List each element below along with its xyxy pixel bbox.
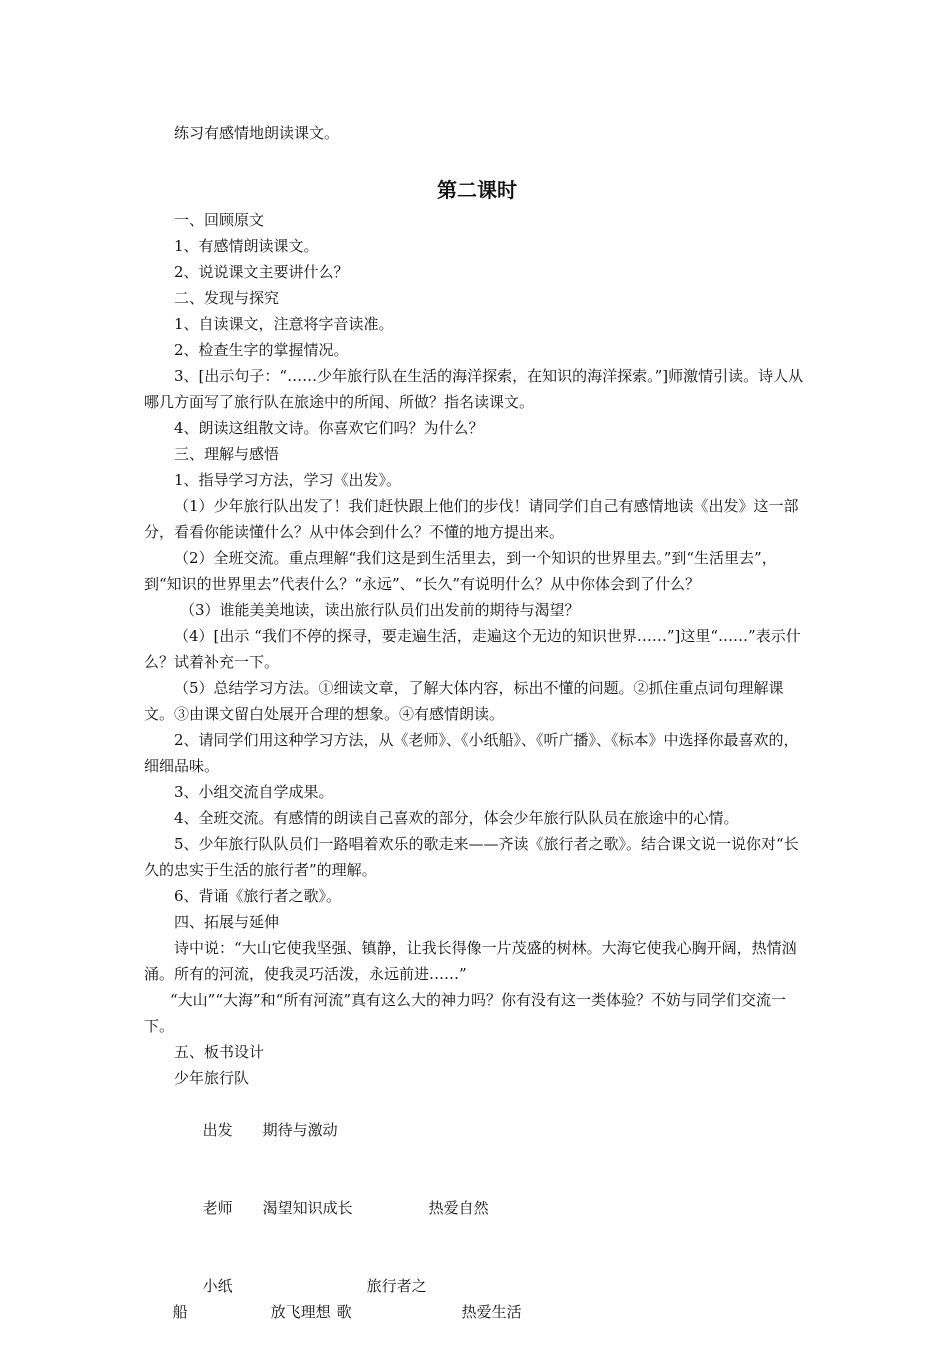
board-row-3 — [144, 1247, 810, 1351]
paragraph: 2、检查生字的掌握情况。 — [174, 341, 349, 359]
paragraph: 6、背诵《旅行者之歌》。 — [174, 887, 342, 905]
paragraph: 5、少年旅行队队员们一路唱着欢乐的歌走来——齐读《旅行者之歌》。结合课文说一说你对“长久的忠实于生活的旅行者”的理解。 — [144, 835, 799, 879]
heading-5: 五、板书设计 — [174, 1043, 265, 1061]
board-title: 少年旅行队 — [174, 1069, 250, 1087]
board-cell: 出发 — [202, 1121, 233, 1139]
board-cell: 放飞理想 — [270, 1303, 331, 1321]
paragraph: （2）全班交流。重点理解“我们这是到生活里去，到一个知识的世界里去。”到“生活里去”，到“知识的世界里去”代表什么？“永远”、“长久”有说明什么？从中你体会到了什么？ — [144, 549, 777, 593]
paragraph: （4）[出示 “我们不停的探寻，要走遍生活，走遍这个无边的知识世界……”]这里“……”表示什么？试着补充一下。 — [144, 627, 801, 671]
board-cell: 渴望知识成长 — [262, 1199, 353, 1217]
board-cell: 热爱生活 — [461, 1303, 522, 1321]
heading-2: 二、发现与探究 — [174, 289, 280, 307]
section-title: 第二课时 — [437, 178, 517, 202]
body-text — [144, 207, 810, 1351]
heading-3: 三、理解与感悟 — [174, 445, 280, 463]
paragraph: “大山”“大海”和“所有河流”真有这么大的神力吗？你有没有这一类体验？不妨与同学们交流一下。 — [144, 991, 787, 1035]
paragraph: 4、朗读这组散文诗。你喜欢它们吗？为什么？ — [174, 419, 484, 437]
paragraph: 1、指导学习方法，学习《出发》。 — [174, 471, 402, 489]
paragraph: 2、请同学们用这种学习方法，从《老师》、《小纸船》、《听广播》、《标本》中选择你最喜欢的，细细品味。 — [144, 731, 799, 775]
intro-line: 练习有感情地朗读课文。 — [174, 124, 340, 142]
heading-4: 四、拓展与延伸 — [174, 913, 280, 931]
paragraph: 诗中说：“大山它使我坚强、镇静，让我长得像一片茂盛的树林。大海它使我心胸开阔，热情汹涌。所有的河流，使我灵巧活泼，永远前进……” — [144, 939, 797, 983]
board-cell: 旅行者之歌 — [336, 1277, 427, 1321]
board-cell: 老师 — [202, 1199, 233, 1217]
paragraph: 4、全班交流。有感情的朗读自己喜欢的部分，体会少年旅行队队员在旅途中的心情。 — [174, 809, 739, 827]
paragraph: 2、说说课文主要讲什么？ — [174, 263, 349, 281]
paragraph: 3、[出示句子：“……少年旅行队在生活的海洋探索，在知识的海洋探索。”]师激情引读。诗人从哪几方面写了旅行队在旅途中的所闻、所做？指名读课文。 — [144, 367, 804, 411]
board-cell: 小纸船 — [172, 1277, 233, 1321]
heading-1: 一、回顾原文 — [174, 211, 265, 229]
paragraph: 3、小组交流自学成果。 — [174, 783, 334, 801]
board-row-1 — [144, 1091, 810, 1169]
paragraph: （3）谁能美美地读，读出旅行队员们出发前的期待与渴望？ — [180, 601, 580, 619]
board-cell: 期待与激动 — [262, 1121, 338, 1139]
paragraph: 1、自读课文，注意将字音读准。 — [174, 315, 394, 333]
board-cell: 热爱自然 — [428, 1199, 489, 1217]
paragraph: 1、有感情朗读课文。 — [174, 237, 319, 255]
board-row-2 — [144, 1169, 810, 1247]
paragraph: （5）总结学习方法。①细读文章，了解大体内容，标出不懂的问题。②抓住重点词句理解课文。③由课文留白处展开合理的想象。④有感情朗读。 — [144, 679, 784, 723]
paragraph: （1）少年旅行队出发了！我们赶快跟上他们的步伐！请同学们自己有感情地读《出发》这一部分，看看你能读懂什么？从中体会到什么？不懂的地方提出来。 — [144, 497, 799, 541]
